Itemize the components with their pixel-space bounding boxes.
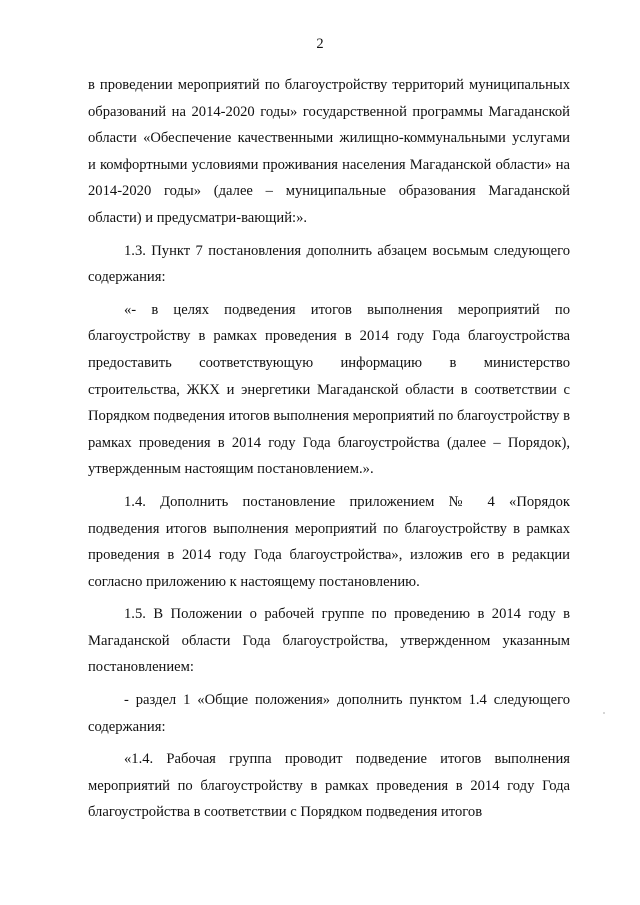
paragraph-quote-1-4: «1.4. Рабочая группа проводит подведение итогов выполнения мероприятий по благоустройству в рамках проведения в 2014 году Года благоустройства в соответствии с Порядком подведения итогов: [88, 751, 570, 821]
page-number: 2: [316, 36, 324, 52]
scan-speck: [603, 712, 605, 714]
paragraph-1-4: 1.4. Дополнить постановление приложением № 4 «Порядок подведения итогов выполнения мероприятий по благоустройству в рамках проведения в 2014 году Года благоустройства», изложив его в редакции согласно приложению к настоящему постановлению.: [88, 493, 570, 590]
paragraph-1-3: 1.3. Пункт 7 постановления дополнить абзацем восьмым следующего содержания:: [88, 242, 570, 286]
paragraph-1-5: 1.5. В Положении о рабочей группе по проведению в 2014 году в Магаданской области Года благоустройства, утвержденном указанным постановлением:: [88, 606, 570, 676]
paragraph-quote-item: «- в целях подведения итогов выполнения мероприятий по благоустройству в рамках проведения в 2014 году Года благоустройства предоставить соответствующую информацию в министерство строительства, ЖКХ и энергетики Магаданской области в соответствии с Порядком подведения итогов выполнения мероприятий по благоустройству в рамках проведения в 2014 году Года благоустройства (далее – Порядок), утвержденным настоящим постановлением.».: [88, 301, 570, 478]
paragraph-section-1: - раздел 1 «Общие положения» дополнить пунктом 1.4 следующего содержания:: [88, 692, 570, 735]
document-body: [88, 72, 570, 832]
paragraph-continuation: в проведении мероприятий по благоустройству территорий муниципальных образований на 2014-2020 годы» государственной программы Магаданской области «Обеспечение качественными жилищно-коммунальными услугами и комфортными условиями проживания населения Магаданской области» на 2014-2020 годы» (далее – муниципальные образования Магаданской области) и предусматри-вающий:».: [88, 77, 570, 226]
